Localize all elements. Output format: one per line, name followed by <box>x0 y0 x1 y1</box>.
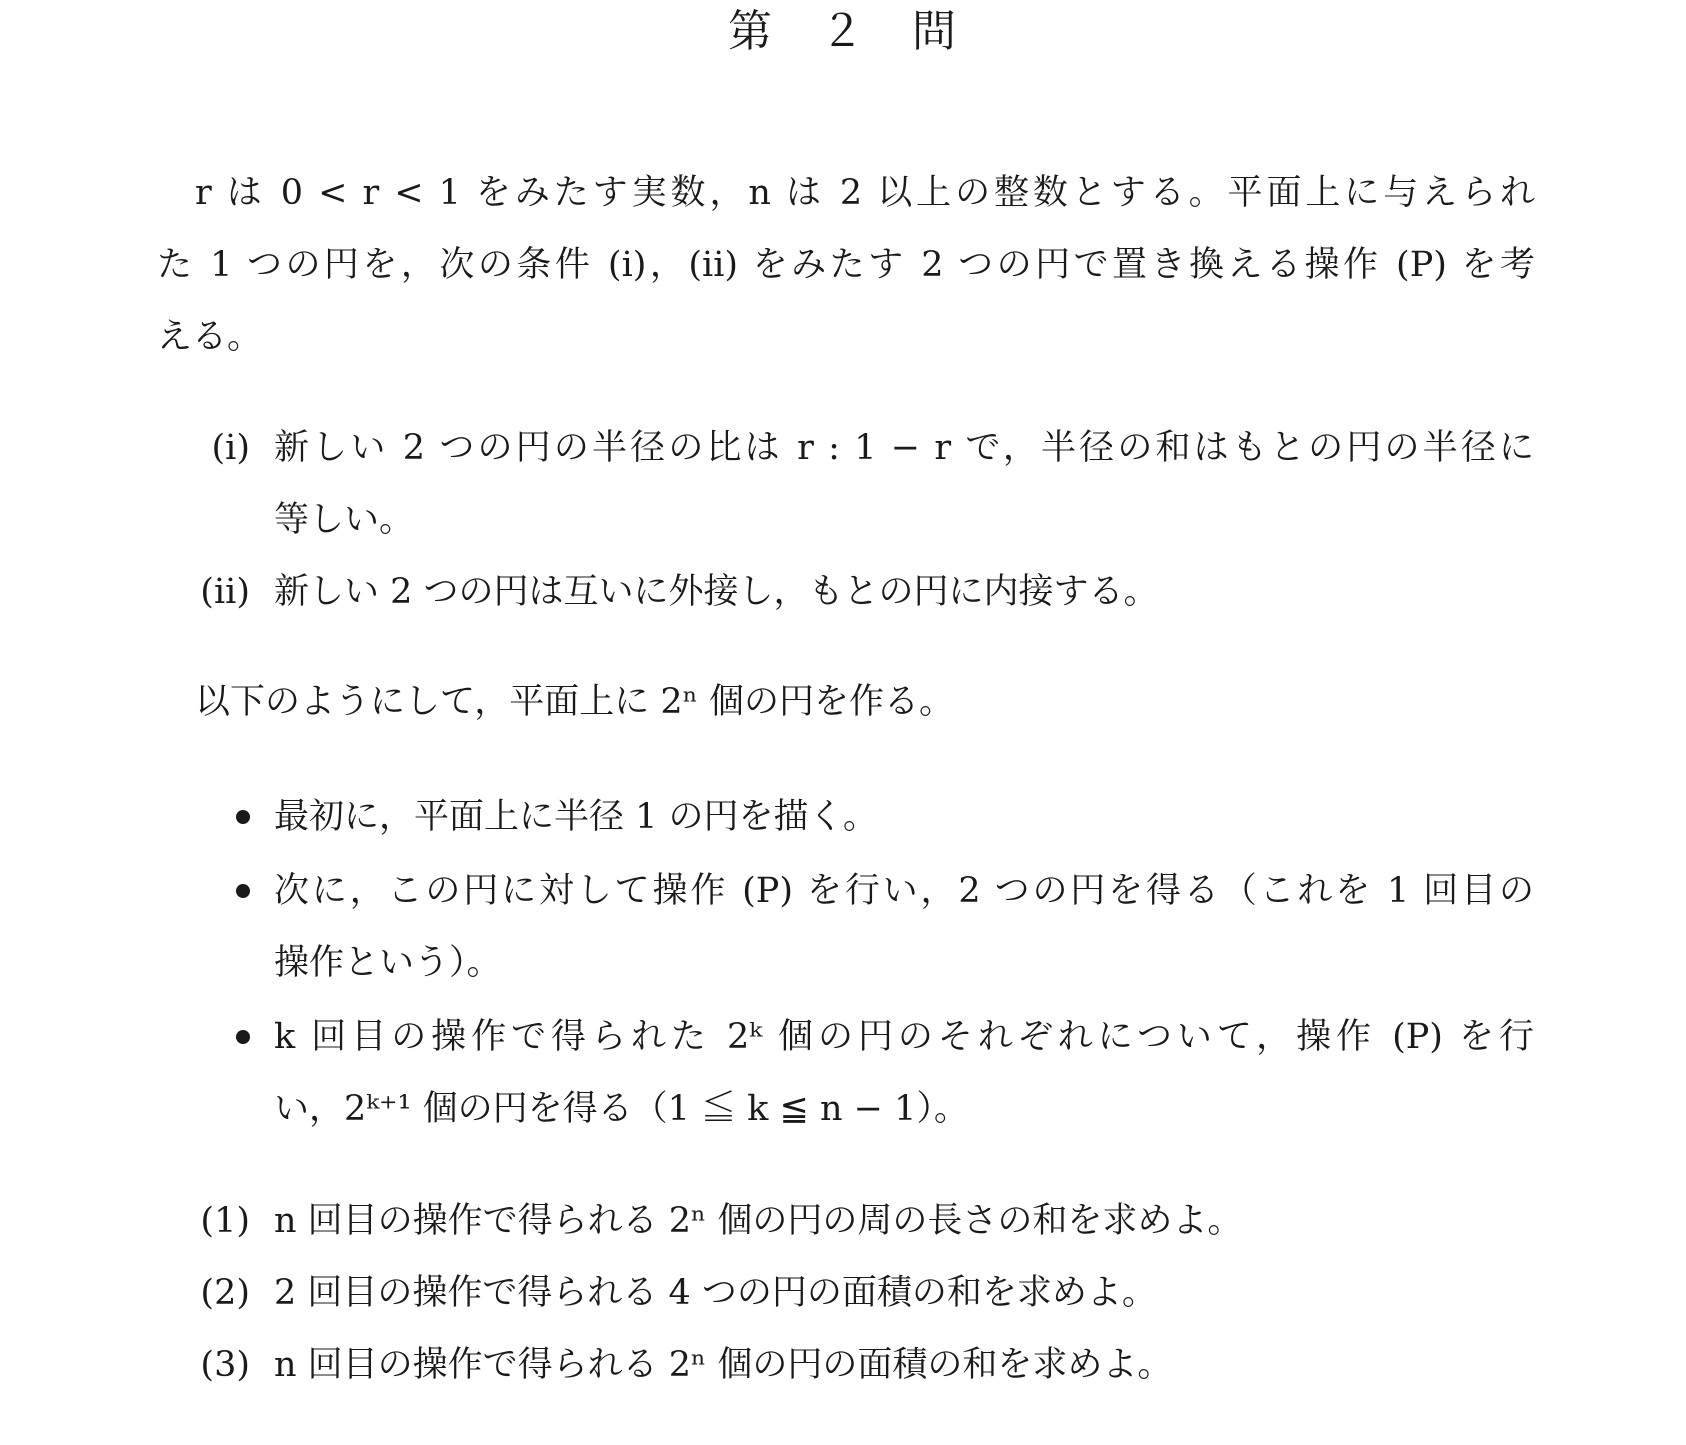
construction-intro: 以下のようにして，平面上に 2ⁿ 個の円を作る。 <box>195 682 954 722</box>
step-3-line-2: い，2ᵏ⁺¹ 個の円を得る（1 ≦ k ≦ n − 1）。 <box>274 1089 969 1129</box>
question-1-text: n 回目の操作で得られる 2ⁿ 個の円の周の長さの和を求めよ。 <box>274 1201 1243 1241</box>
condition-label-i: (i) <box>211 428 250 468</box>
question-label-2: (2) <box>200 1273 250 1313</box>
intro-line-2: た 1 つの円を，次の条件 (i)，(ii) をみたす 2 つの円で置き換える操作 (P) を考 <box>157 245 1535 285</box>
bullet-point <box>236 810 250 824</box>
step-3-line-1: k 回目の操作で得られた 2ᵏ 個の円のそれぞれについて，操作 (P) を行 <box>274 1017 1534 1057</box>
question-label-3: (3) <box>200 1345 250 1385</box>
page-title: 第 ２ 問 <box>728 6 958 57</box>
condition-ii-line-1: 新しい 2 つの円は互いに外接し，もとの円に内接する。 <box>274 572 1159 612</box>
step-2-line-2: 操作という）。 <box>274 943 502 983</box>
bullet-point <box>236 1030 250 1044</box>
condition-i-line-1: 新しい 2 つの円の半径の比は r : 1 − r で，半径の和はもとの円の半径に <box>274 428 1534 468</box>
intro-line-1: r は 0 < r < 1 をみたす実数，n は 2 以上の整数とする。平面上に与えられ <box>195 173 1535 213</box>
step-2-line-1: 次に，この円に対して操作 (P) を行い，2 つの円を得る（これを 1 回目の <box>274 871 1534 911</box>
question-3-text: n 回目の操作で得られる 2ⁿ 個の円の面積の和を求めよ。 <box>274 1345 1173 1385</box>
bullet-point <box>236 884 250 898</box>
question-label-1: (1) <box>200 1201 250 1241</box>
condition-i-line-2: 等しい。 <box>274 500 415 540</box>
intro-line-3: える。 <box>157 317 263 357</box>
question-2-text: 2 回目の操作で得られる 4 つの円の面積の和を求めよ。 <box>274 1273 1157 1313</box>
condition-label-ii: (ii) <box>200 572 250 612</box>
step-1-line-1: 最初に，平面上に半径 1 の円を描く。 <box>274 797 878 837</box>
